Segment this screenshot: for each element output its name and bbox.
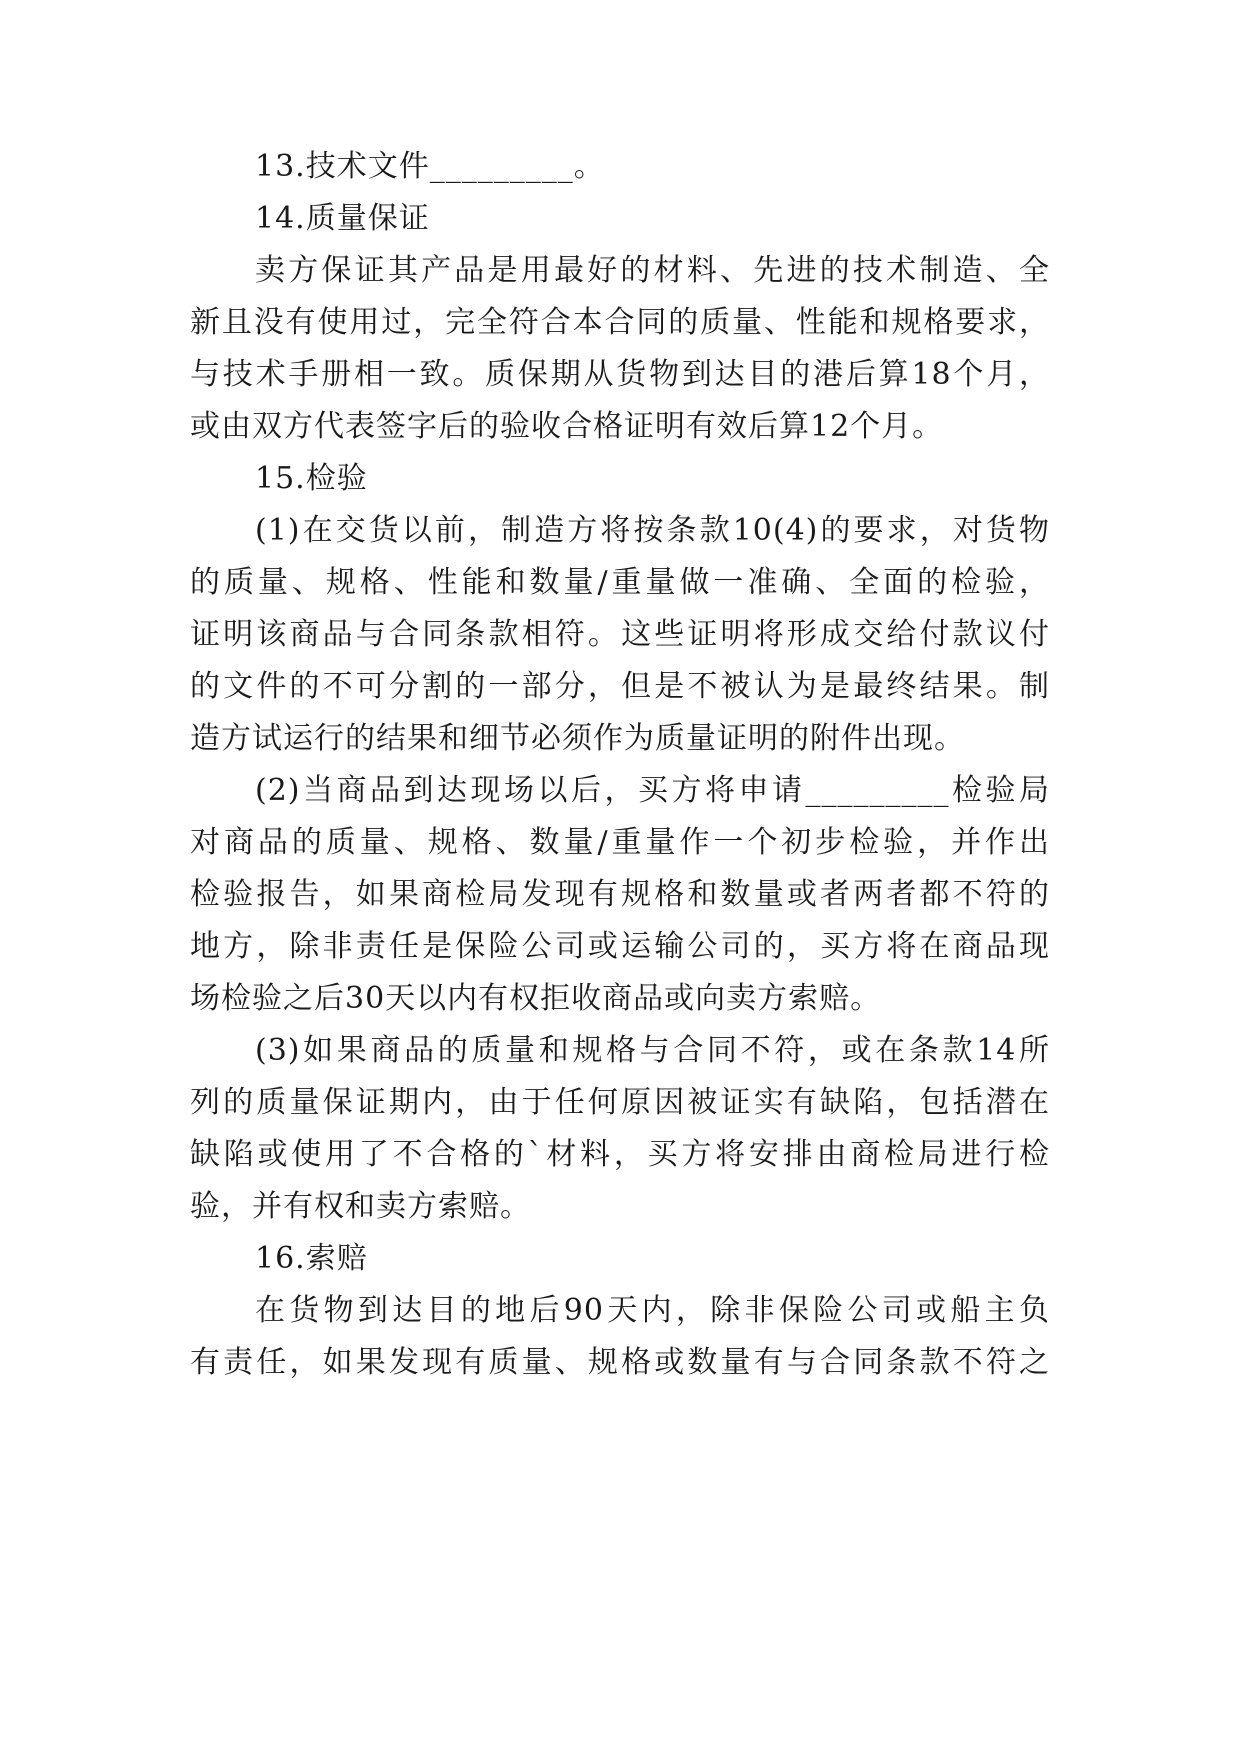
section-13-heading: 13.技术文件_________。 [255,149,605,184]
paragraph-line: (1)在交货以前，制造方将按条款10(4)的要求，对货物 [255,513,1050,548]
section-15-heading: 15.检验 [255,461,368,496]
paragraph-line: 造方试运行的结果和细节必须作为质量证明的附件出现。 [190,721,965,756]
paragraph-line: 证明该商品与合同条款相符。这些证明将形成交给付款议付 [190,617,1050,652]
paragraph-line: 的质量、规格、性能和数量/重量做一准确、全面的检验， [190,565,1050,600]
paragraph-line: 场检验之后30天以内有权拒收商品或向卖方索赔。 [190,981,882,1016]
paragraph-line: 对商品的质量、规格、数量/重量作一个初步检验，并作出 [190,825,1050,860]
paragraph-line: 在货物到达目的地后90天内，除非保险公司或船主负 [255,1293,1050,1328]
paragraph-line: 列的质量保证期内，由于任何原因被证实有缺陷，包括潜在 [190,1085,1050,1120]
paragraph-line: 新且没有使用过，完全符合本合同的质量、性能和规格要求， [190,305,1050,340]
paragraph-line: 或由双方代表签字后的验收合格证明有效后算12个月。 [190,409,944,444]
section-16-heading: 16.索赔 [255,1241,368,1276]
paragraph-line: 与技术手册相一致。质保期从货物到达目的港后算18个月， [190,357,1050,392]
paragraph-line: 地方，除非责任是保险公司或运输公司的，买方将在商品现 [190,929,1050,964]
paragraph-line: (2)当商品到达现场以后，买方将申请_________检验局 [255,773,1050,808]
paragraph-line: (3)如果商品的质量和规格与合同不符，或在条款14所 [255,1033,1050,1068]
section-14-heading: 14.质量保证 [255,201,430,236]
paragraph-line: 检验报告，如果商检局发现有规格和数量或者两者都不符的 [190,877,1050,912]
paragraph-line: 缺陷或使用了不合格的`材料，买方将安排由商检局进行检 [190,1137,1050,1172]
paragraph-line: 卖方保证其产品是用最好的材料、先进的技术制造、全 [255,253,1050,288]
paragraph-line: 的文件的不可分割的一部分，但是不被认为是最终结果。制 [190,669,1050,704]
paragraph-line: 验，并有权和卖方索赔。 [190,1189,531,1224]
paragraph-line: 有责任，如果发现有质量、规格或数量有与合同条款不符之 [190,1345,1050,1380]
